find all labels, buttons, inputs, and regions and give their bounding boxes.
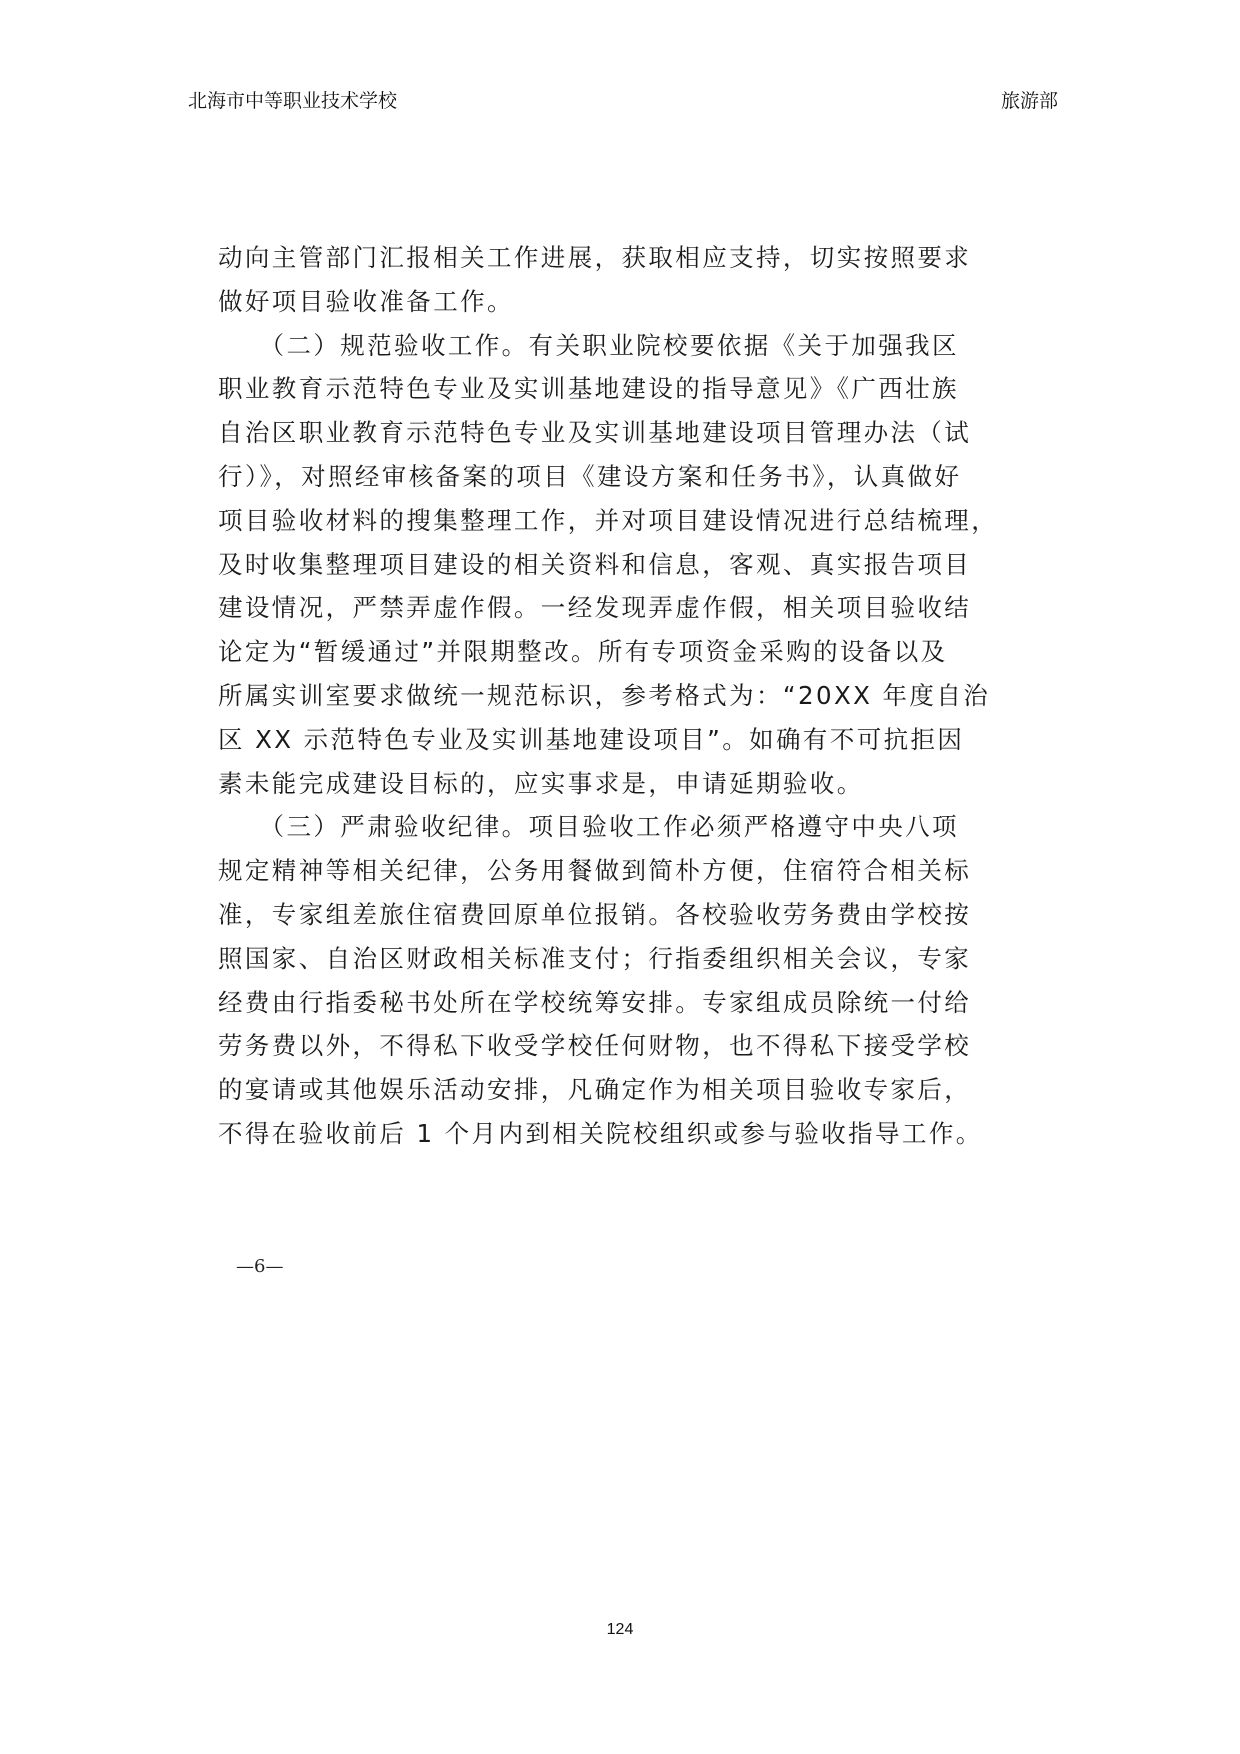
page-header: [188, 86, 1058, 116]
body-line: 动向主管部门汇报相关工作进展，获取相应支持，切实按照要求: [218, 243, 972, 272]
body-line: 区 XX 示范特色专业及实训基地建设项目”。如确有不可抗拒因: [218, 724, 965, 754]
body-line: 职业教育示范特色专业及实训基地建设的指导意见》《广西壮族: [218, 374, 959, 404]
body-line: 所属实训室要求做统一规范标识，参考格式为：“20XX 年度自治: [218, 680, 991, 710]
scanned-page-number: —6—: [236, 1256, 284, 1277]
body-line: 规定精神等相关纪律，公务用餐做到简朴方便，住宿符合相关标: [218, 856, 972, 886]
body-line: （二）规范验收工作。有关职业院校要依据《关于加强我区: [218, 330, 959, 360]
body-line: 行）》，对照经审核备案的项目《建设方案和任务书》，认真做好: [218, 461, 962, 491]
body-line: 建设情况，严禁弄虚作假。一经发现弄虚作假，相关项目验收结: [218, 593, 972, 623]
body-line: 不得在验收前后 1 个月内到相关院校组织或参与验收指导工作。: [218, 1118, 983, 1148]
body-line: 照国家、自治区财政相关标准支付；行指委组织相关会议，专家: [218, 943, 972, 973]
body-line: 素未能完成建设目标的，应实事求是，申请延期验收。: [218, 768, 864, 798]
body-line: 项目验收材料的搜集整理工作，并对项目建设情况进行总结梳理，: [218, 505, 999, 535]
header-school-name: 北海市中等职业技术学校: [188, 90, 398, 112]
footer-page-number: 124: [606, 1621, 634, 1638]
body-line: 经费由行指委秘书处所在学校统筹安排。专家组成员除统一付给: [218, 987, 972, 1017]
body-line: 做好项目验收准备工作。: [218, 286, 514, 316]
header-department: 旅游部: [1000, 90, 1058, 112]
body-line: 劳务费以外，不得私下收受学校任何财物，也不得私下接受学校: [218, 1031, 972, 1061]
body-line: 及时收集整理项目建设的相关资料和信息，客观、真实报告项目: [218, 549, 972, 579]
body-line: 的宴请或其他娱乐活动安排，凡确定作为相关项目验收专家后，: [218, 1075, 972, 1105]
scanned-document-body: [218, 236, 999, 1156]
body-line: 论定为“暂缓通过”并限期整改。所有专项资金采购的设备以及: [218, 637, 948, 667]
body-line: （三）严肃验收纪律。项目验收工作必须严格遵守中央八项: [218, 812, 959, 842]
body-line: 准，专家组差旅住宿费回原单位报销。各校验收劳务费由学校按: [218, 899, 972, 929]
body-line: 自治区职业教育示范特色专业及实训基地建设项目管理办法（试: [218, 418, 972, 448]
